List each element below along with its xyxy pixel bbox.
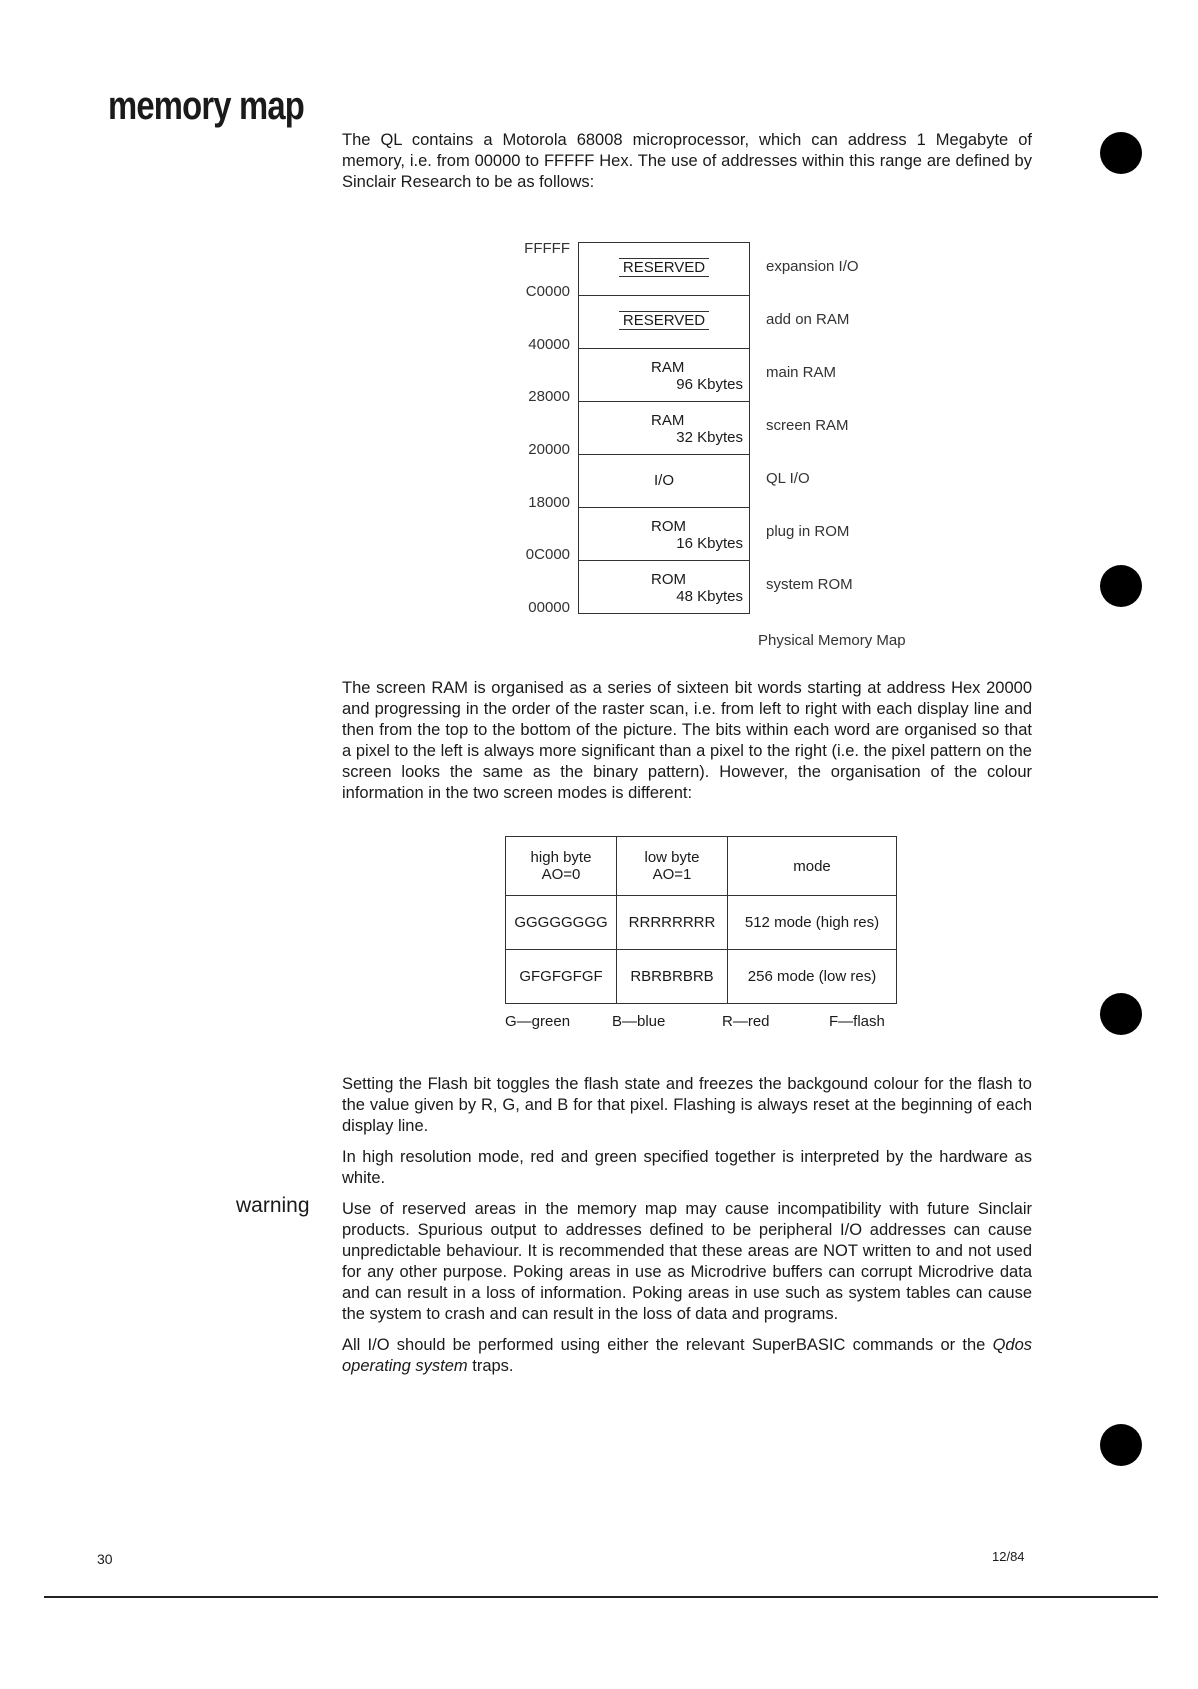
table-header-row <box>506 837 897 896</box>
address-label: C0000 <box>525 283 570 300</box>
region-description: QL I/O <box>766 470 810 487</box>
warning-label: warning <box>236 1194 310 1217</box>
io-text-end: traps. <box>467 1357 514 1375</box>
table-row <box>506 896 897 950</box>
page-date: 12/84 <box>992 1549 1025 1564</box>
region-description: plug in ROM <box>766 523 850 540</box>
colour-mode-table <box>505 836 897 1004</box>
region-name: RESERVED <box>619 258 709 277</box>
memory-region <box>579 243 749 296</box>
punch-hole <box>1100 132 1142 174</box>
region-size: 16 Kbytes <box>676 535 743 552</box>
screen-ram-paragraph <box>342 678 1032 814</box>
table-cell: 512 mode (high res) <box>728 896 897 950</box>
table-cell: GGGGGGGG <box>506 896 617 950</box>
header-line: mode <box>793 857 831 875</box>
screen-ram-text: The screen RAM is organised as a series of sixteen bit words starting at address Hex 20000 and progressing in the order of the raster scan, i.e. from left to right with each display line and then from the top to the bottom of the picture. The bits within each word are organised so that a pixel to the left is always more significant than a pixel to the right (i.e. the pixel pattern on the screen looks the same as the binary pattern). However, the organisation of the colour information in the two screen modes is different: <box>342 679 1032 802</box>
address-label: 20000 <box>528 441 570 458</box>
address-label: 00000 <box>528 599 570 616</box>
region-size: 96 Kbytes <box>676 376 743 393</box>
region-description: expansion I/O <box>766 258 859 275</box>
table-cell: GFGFGFGF <box>506 950 617 1004</box>
region-name: RAM <box>651 359 685 376</box>
punch-hole <box>1100 993 1142 1035</box>
table-header <box>617 837 728 896</box>
region-name: I/O <box>653 472 674 489</box>
io-italic-text: Qdos operating system <box>342 1336 1032 1375</box>
punch-hole <box>1100 565 1142 607</box>
table-header <box>728 837 897 896</box>
memory-region <box>579 508 749 561</box>
flash-paragraph: Setting the Flash bit toggles the flash state and freezes the backgound colour for the flash to the value given by R, G, and B for that pixel. Flashing is always reset at the beginning of each display line. <box>342 1075 1032 1135</box>
table-cell: 256 mode (low res) <box>728 950 897 1004</box>
memory-map-caption: Physical Memory Map <box>758 632 906 649</box>
io-text: All I/O should be performed using either the relevant SuperBASIC commands or the <box>342 1336 993 1354</box>
header-line: high byte <box>530 849 592 866</box>
io-paragraph <box>342 1335 1032 1377</box>
region-name: ROM <box>651 518 686 535</box>
region-description: add on RAM <box>766 311 850 328</box>
region-size: 48 Kbytes <box>676 588 743 605</box>
header-line: AO=1 <box>652 866 692 883</box>
memory-map-box <box>578 242 750 614</box>
legend-item: G—green <box>505 1013 571 1030</box>
region-name: RESERVED <box>619 311 709 330</box>
table-row <box>506 950 897 1004</box>
address-label: 28000 <box>528 388 570 405</box>
memory-region <box>579 561 749 613</box>
footer-rule <box>44 1596 1158 1598</box>
intro-text: The QL contains a Motorola 68008 microprocessor, which can address 1 Megabyte of memory, i.e. from 00000 to FFFFF Hex. The use of addresses within this range are defined by Sinclair Research to be as follows: <box>342 131 1032 191</box>
address-label: FFFFF <box>524 240 570 257</box>
header-line: low byte <box>644 849 700 866</box>
region-description: system ROM <box>766 576 853 593</box>
address-label: 0C000 <box>525 546 570 563</box>
legend-item: F—flash <box>829 1013 885 1030</box>
table-header <box>506 837 617 896</box>
page-number: 30 <box>97 1551 113 1567</box>
region-description: main RAM <box>766 364 837 381</box>
region-description: screen RAM <box>766 417 849 434</box>
table-cell: RBRBRBRB <box>617 950 728 1004</box>
intro-paragraph <box>342 130 1032 203</box>
memory-region <box>579 296 749 349</box>
region-name: RAM <box>651 412 685 429</box>
highres-paragraph: In high resolution mode, red and green specified together is interpreted by the hardware as white. <box>342 1148 1032 1187</box>
table-cell: RRRRRRRR <box>617 896 728 950</box>
memory-region <box>579 455 749 508</box>
body-paragraphs <box>342 1074 1032 1387</box>
legend-item: B—blue <box>612 1013 666 1030</box>
address-label: 18000 <box>528 494 570 511</box>
region-size: 32 Kbytes <box>676 429 743 446</box>
address-label: 40000 <box>528 336 570 353</box>
region-name: ROM <box>651 571 686 588</box>
legend-item: R—red <box>722 1013 770 1030</box>
memory-region <box>579 349 749 402</box>
page-title: memory map <box>108 84 304 128</box>
memory-region <box>579 402 749 455</box>
header-line: AO=0 <box>541 866 581 883</box>
warning-paragraph: Use of reserved areas in the memory map may cause incompatibility with future Sinclair products. Spurious output to addresses defined to be peripheral I/O addresses can cause unpredictable behaviour. It is recommended that these areas are NOT written to and not used for any other purpose. Poking areas in use as Microdrive buffers can corrupt Microdrive data and can result in a loss of information. Poking areas in use such as system tables can cause the system to crash and can result in the loss of data and programs. <box>342 1200 1032 1323</box>
punch-hole <box>1100 1424 1142 1466</box>
